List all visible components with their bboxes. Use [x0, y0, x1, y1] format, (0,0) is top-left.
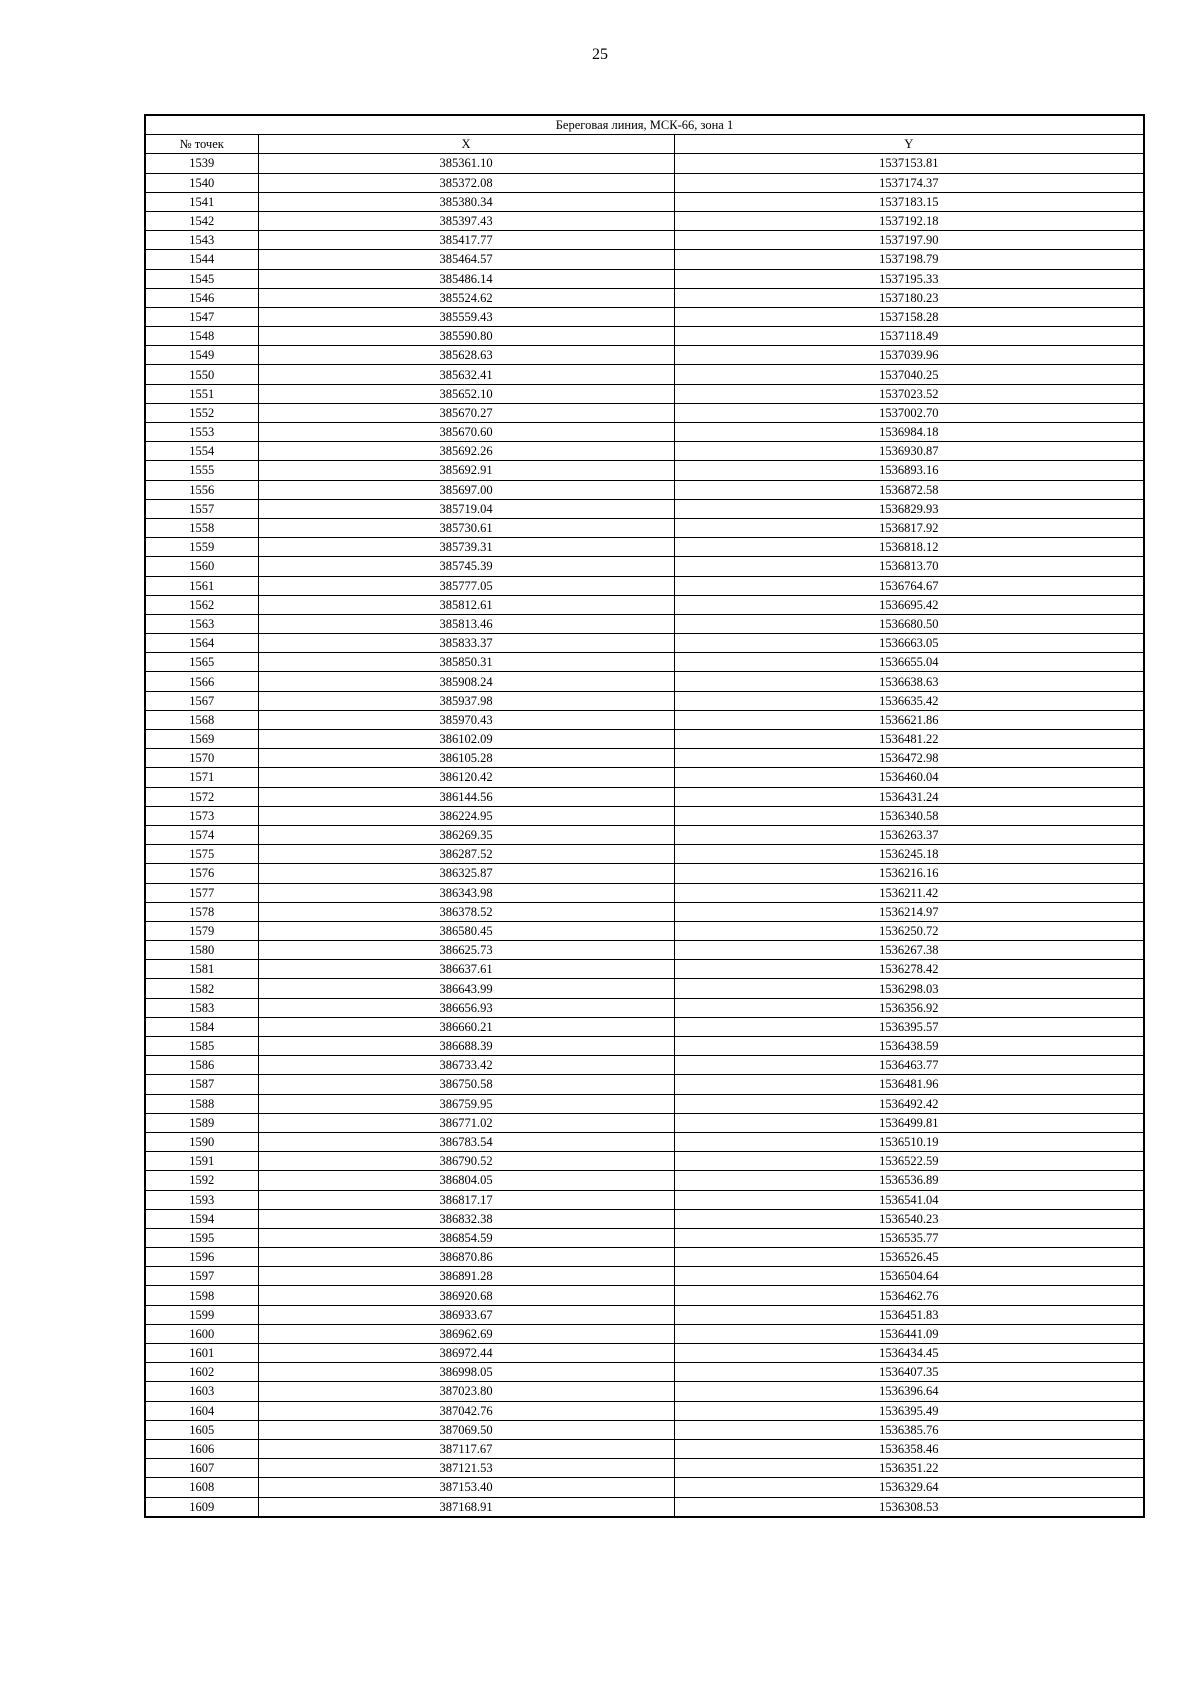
y-coordinate-cell: 1536407.35 — [674, 1363, 1144, 1382]
y-coordinate-cell: 1536438.59 — [674, 1037, 1144, 1056]
table-row — [145, 557, 1144, 576]
table-row — [145, 365, 1144, 384]
point-number-cell: 1603 — [145, 1382, 258, 1401]
x-coordinate-cell: 386854.59 — [258, 1228, 674, 1247]
x-coordinate-cell: 386920.68 — [258, 1286, 674, 1305]
x-coordinate-cell: 385850.31 — [258, 653, 674, 672]
table-row — [145, 921, 1144, 940]
table-row — [145, 1094, 1144, 1113]
table-row — [145, 1267, 1144, 1286]
table-row — [145, 768, 1144, 787]
table-row — [145, 403, 1144, 422]
x-coordinate-cell: 385417.77 — [258, 231, 674, 250]
table-row — [145, 749, 1144, 768]
point-number-cell: 1584 — [145, 1017, 258, 1036]
point-number-cell: 1575 — [145, 845, 258, 864]
y-coordinate-cell: 1536621.86 — [674, 710, 1144, 729]
table-row — [145, 1017, 1144, 1036]
table-title-row — [145, 115, 1144, 135]
y-coordinate-cell: 1536472.98 — [674, 749, 1144, 768]
x-coordinate-cell: 386804.05 — [258, 1171, 674, 1190]
x-coordinate-cell: 386790.52 — [258, 1152, 674, 1171]
table-row — [145, 960, 1144, 979]
point-number-cell: 1556 — [145, 480, 258, 499]
table-row — [145, 595, 1144, 614]
x-coordinate-cell: 386105.28 — [258, 749, 674, 768]
point-number-cell: 1598 — [145, 1286, 258, 1305]
point-number-cell: 1606 — [145, 1439, 258, 1458]
x-coordinate-cell: 386102.09 — [258, 730, 674, 749]
x-coordinate-cell: 385361.10 — [258, 154, 674, 173]
point-number-cell: 1566 — [145, 672, 258, 691]
y-coordinate-cell: 1537040.25 — [674, 365, 1144, 384]
x-coordinate-cell: 386870.86 — [258, 1248, 674, 1267]
y-coordinate-cell: 1536245.18 — [674, 845, 1144, 864]
y-coordinate-cell: 1536396.64 — [674, 1382, 1144, 1401]
x-coordinate-cell: 385524.62 — [258, 288, 674, 307]
point-number-cell: 1567 — [145, 691, 258, 710]
column-header-num: № точек — [145, 135, 258, 154]
x-coordinate-cell: 385670.27 — [258, 403, 674, 422]
y-coordinate-cell: 1536492.42 — [674, 1094, 1144, 1113]
point-number-cell: 1570 — [145, 749, 258, 768]
table-row — [145, 998, 1144, 1017]
table-row — [145, 1037, 1144, 1056]
point-number-cell: 1601 — [145, 1344, 258, 1363]
table-row — [145, 480, 1144, 499]
y-coordinate-cell: 1537180.23 — [674, 288, 1144, 307]
table-row — [145, 1286, 1144, 1305]
y-coordinate-cell: 1537153.81 — [674, 154, 1144, 173]
point-number-cell: 1569 — [145, 730, 258, 749]
point-number-cell: 1590 — [145, 1132, 258, 1151]
table-row — [145, 787, 1144, 806]
x-coordinate-cell: 387023.80 — [258, 1382, 674, 1401]
y-coordinate-cell: 1536395.57 — [674, 1017, 1144, 1036]
point-number-cell: 1602 — [145, 1363, 258, 1382]
y-coordinate-cell: 1536431.24 — [674, 787, 1144, 806]
x-coordinate-cell: 386120.42 — [258, 768, 674, 787]
table-row — [145, 941, 1144, 960]
x-coordinate-cell: 386660.21 — [258, 1017, 674, 1036]
x-coordinate-cell: 386832.38 — [258, 1209, 674, 1228]
table-row — [145, 1363, 1144, 1382]
table-row — [145, 1075, 1144, 1094]
x-coordinate-cell: 386580.45 — [258, 921, 674, 940]
y-coordinate-cell: 1537197.90 — [674, 231, 1144, 250]
x-coordinate-cell: 386962.69 — [258, 1324, 674, 1343]
point-number-cell: 1582 — [145, 979, 258, 998]
point-number-cell: 1563 — [145, 614, 258, 633]
point-number-cell: 1583 — [145, 998, 258, 1017]
x-coordinate-cell: 385670.60 — [258, 423, 674, 442]
table-row — [145, 384, 1144, 403]
y-coordinate-cell: 1536930.87 — [674, 442, 1144, 461]
x-coordinate-cell: 387069.50 — [258, 1420, 674, 1439]
y-coordinate-cell: 1536872.58 — [674, 480, 1144, 499]
y-coordinate-cell: 1536385.76 — [674, 1420, 1144, 1439]
point-number-cell: 1571 — [145, 768, 258, 787]
table-row — [145, 1324, 1144, 1343]
y-coordinate-cell: 1536214.97 — [674, 902, 1144, 921]
point-number-cell: 1543 — [145, 231, 258, 250]
x-coordinate-cell: 385937.98 — [258, 691, 674, 710]
x-coordinate-cell: 386637.61 — [258, 960, 674, 979]
table-row — [145, 883, 1144, 902]
table-row — [145, 1305, 1144, 1324]
x-coordinate-cell: 385397.43 — [258, 211, 674, 230]
y-coordinate-cell: 1536481.22 — [674, 730, 1144, 749]
y-coordinate-cell: 1537174.37 — [674, 173, 1144, 192]
table-row — [145, 1152, 1144, 1171]
table-row — [145, 192, 1144, 211]
x-coordinate-cell: 386325.87 — [258, 864, 674, 883]
point-number-cell: 1576 — [145, 864, 258, 883]
y-coordinate-cell: 1536278.42 — [674, 960, 1144, 979]
y-coordinate-cell: 1536695.42 — [674, 595, 1144, 614]
y-coordinate-cell: 1536358.46 — [674, 1439, 1144, 1458]
table-row — [145, 461, 1144, 480]
table-row — [145, 1497, 1144, 1517]
y-coordinate-cell: 1536298.03 — [674, 979, 1144, 998]
x-coordinate-cell: 385692.91 — [258, 461, 674, 480]
table-row — [145, 902, 1144, 921]
y-coordinate-cell: 1536663.05 — [674, 634, 1144, 653]
table-header-row — [145, 135, 1144, 154]
y-coordinate-cell: 1536526.45 — [674, 1248, 1144, 1267]
point-number-cell: 1596 — [145, 1248, 258, 1267]
y-coordinate-cell: 1536522.59 — [674, 1152, 1144, 1171]
x-coordinate-cell: 387153.40 — [258, 1478, 674, 1497]
table-row — [145, 327, 1144, 346]
y-coordinate-cell: 1536984.18 — [674, 423, 1144, 442]
y-coordinate-cell: 1536535.77 — [674, 1228, 1144, 1247]
table-row — [145, 1344, 1144, 1363]
x-coordinate-cell: 385739.31 — [258, 538, 674, 557]
point-number-cell: 1593 — [145, 1190, 258, 1209]
y-coordinate-cell: 1536462.76 — [674, 1286, 1144, 1305]
y-coordinate-cell: 1536680.50 — [674, 614, 1144, 633]
point-number-cell: 1600 — [145, 1324, 258, 1343]
point-number-cell: 1578 — [145, 902, 258, 921]
x-coordinate-cell: 385745.39 — [258, 557, 674, 576]
y-coordinate-cell: 1537183.15 — [674, 192, 1144, 211]
x-coordinate-cell: 386733.42 — [258, 1056, 674, 1075]
table-row — [145, 864, 1144, 883]
point-number-cell: 1550 — [145, 365, 258, 384]
y-coordinate-cell: 1536817.92 — [674, 518, 1144, 537]
x-coordinate-cell: 387042.76 — [258, 1401, 674, 1420]
table-row — [145, 1056, 1144, 1075]
x-coordinate-cell: 385970.43 — [258, 710, 674, 729]
point-number-cell: 1597 — [145, 1267, 258, 1286]
table-row — [145, 1190, 1144, 1209]
y-coordinate-cell: 1537192.18 — [674, 211, 1144, 230]
point-number-cell: 1607 — [145, 1459, 258, 1478]
table-row — [145, 614, 1144, 633]
table-row — [145, 442, 1144, 461]
point-number-cell: 1562 — [145, 595, 258, 614]
table-row — [145, 1478, 1144, 1497]
x-coordinate-cell: 386750.58 — [258, 1075, 674, 1094]
y-coordinate-cell: 1536460.04 — [674, 768, 1144, 787]
table-row — [145, 653, 1144, 672]
point-number-cell: 1592 — [145, 1171, 258, 1190]
point-number-cell: 1581 — [145, 960, 258, 979]
table-row — [145, 806, 1144, 825]
table-row — [145, 423, 1144, 442]
table-row — [145, 576, 1144, 595]
table-row — [145, 825, 1144, 844]
y-coordinate-cell: 1536395.49 — [674, 1401, 1144, 1420]
table-row — [145, 710, 1144, 729]
table-row — [145, 518, 1144, 537]
point-number-cell: 1585 — [145, 1037, 258, 1056]
table-row — [145, 1439, 1144, 1458]
x-coordinate-cell: 387168.91 — [258, 1497, 674, 1517]
point-number-cell: 1545 — [145, 269, 258, 288]
y-coordinate-cell: 1537039.96 — [674, 346, 1144, 365]
table-row — [145, 173, 1144, 192]
y-coordinate-cell: 1536434.45 — [674, 1344, 1144, 1363]
x-coordinate-cell: 386771.02 — [258, 1113, 674, 1132]
x-coordinate-cell: 386625.73 — [258, 941, 674, 960]
table-row — [145, 1248, 1144, 1267]
point-number-cell: 1573 — [145, 806, 258, 825]
point-number-cell: 1561 — [145, 576, 258, 595]
table-row — [145, 538, 1144, 557]
point-number-cell: 1586 — [145, 1056, 258, 1075]
x-coordinate-cell: 386933.67 — [258, 1305, 674, 1324]
x-coordinate-cell: 385813.46 — [258, 614, 674, 633]
x-coordinate-cell: 386343.98 — [258, 883, 674, 902]
table-body — [145, 154, 1144, 1517]
y-coordinate-cell: 1536638.63 — [674, 672, 1144, 691]
x-coordinate-cell: 386269.35 — [258, 825, 674, 844]
point-number-cell: 1577 — [145, 883, 258, 902]
y-coordinate-cell: 1536536.89 — [674, 1171, 1144, 1190]
x-coordinate-cell: 386891.28 — [258, 1267, 674, 1286]
x-coordinate-cell: 385380.34 — [258, 192, 674, 211]
x-coordinate-cell: 386688.39 — [258, 1037, 674, 1056]
x-coordinate-cell: 386998.05 — [258, 1363, 674, 1382]
y-coordinate-cell: 1536250.72 — [674, 921, 1144, 940]
y-coordinate-cell: 1536813.70 — [674, 557, 1144, 576]
x-coordinate-cell: 385908.24 — [258, 672, 674, 691]
coordinates-table — [144, 114, 1145, 1518]
y-coordinate-cell: 1536441.09 — [674, 1324, 1144, 1343]
table-row — [145, 346, 1144, 365]
point-number-cell: 1553 — [145, 423, 258, 442]
x-coordinate-cell: 385777.05 — [258, 576, 674, 595]
y-coordinate-cell: 1537195.33 — [674, 269, 1144, 288]
y-coordinate-cell: 1536481.96 — [674, 1075, 1144, 1094]
point-number-cell: 1568 — [145, 710, 258, 729]
point-number-cell: 1539 — [145, 154, 258, 173]
x-coordinate-cell: 386656.93 — [258, 998, 674, 1017]
y-coordinate-cell: 1536655.04 — [674, 653, 1144, 672]
point-number-cell: 1605 — [145, 1420, 258, 1439]
x-coordinate-cell: 386643.99 — [258, 979, 674, 998]
x-coordinate-cell: 387117.67 — [258, 1439, 674, 1458]
point-number-cell: 1552 — [145, 403, 258, 422]
y-coordinate-cell: 1536504.64 — [674, 1267, 1144, 1286]
y-coordinate-cell: 1536356.92 — [674, 998, 1144, 1017]
table-row — [145, 269, 1144, 288]
page-number: 25 — [592, 46, 608, 63]
x-coordinate-cell: 385590.80 — [258, 327, 674, 346]
y-coordinate-cell: 1536635.42 — [674, 691, 1144, 710]
point-number-cell: 1572 — [145, 787, 258, 806]
x-coordinate-cell: 385812.61 — [258, 595, 674, 614]
x-coordinate-cell: 386144.56 — [258, 787, 674, 806]
table-title: Береговая линия, МСК-66, зона 1 — [145, 115, 1144, 135]
table-row — [145, 211, 1144, 230]
point-number-cell: 1594 — [145, 1209, 258, 1228]
y-coordinate-cell: 1537198.79 — [674, 250, 1144, 269]
y-coordinate-cell: 1537023.52 — [674, 384, 1144, 403]
point-number-cell: 1546 — [145, 288, 258, 307]
x-coordinate-cell: 385692.26 — [258, 442, 674, 461]
x-coordinate-cell: 385833.37 — [258, 634, 674, 653]
table-row — [145, 499, 1144, 518]
x-coordinate-cell: 386759.95 — [258, 1094, 674, 1113]
x-coordinate-cell: 385632.41 — [258, 365, 674, 384]
x-coordinate-cell: 385559.43 — [258, 307, 674, 326]
column-header-y: Y — [674, 135, 1144, 154]
point-number-cell: 1599 — [145, 1305, 258, 1324]
y-coordinate-cell: 1536351.22 — [674, 1459, 1144, 1478]
point-number-cell: 1609 — [145, 1497, 258, 1517]
y-coordinate-cell: 1537118.49 — [674, 327, 1144, 346]
x-coordinate-cell: 385652.10 — [258, 384, 674, 403]
x-coordinate-cell: 385372.08 — [258, 173, 674, 192]
x-coordinate-cell: 386224.95 — [258, 806, 674, 825]
point-number-cell: 1542 — [145, 211, 258, 230]
point-number-cell: 1544 — [145, 250, 258, 269]
point-number-cell: 1541 — [145, 192, 258, 211]
x-coordinate-cell: 385719.04 — [258, 499, 674, 518]
table-row — [145, 634, 1144, 653]
table-row — [145, 691, 1144, 710]
table-row — [145, 231, 1144, 250]
x-coordinate-cell: 385486.14 — [258, 269, 674, 288]
point-number-cell: 1595 — [145, 1228, 258, 1247]
point-number-cell: 1558 — [145, 518, 258, 537]
table-row — [145, 250, 1144, 269]
table-row — [145, 1171, 1144, 1190]
point-number-cell: 1579 — [145, 921, 258, 940]
table-row — [145, 154, 1144, 173]
x-coordinate-cell: 385697.00 — [258, 480, 674, 499]
point-number-cell: 1555 — [145, 461, 258, 480]
y-coordinate-cell: 1536216.16 — [674, 864, 1144, 883]
point-number-cell: 1565 — [145, 653, 258, 672]
table-row — [145, 1420, 1144, 1439]
y-coordinate-cell: 1536829.93 — [674, 499, 1144, 518]
x-coordinate-cell: 386287.52 — [258, 845, 674, 864]
x-coordinate-cell: 385730.61 — [258, 518, 674, 537]
point-number-cell: 1604 — [145, 1401, 258, 1420]
point-number-cell: 1589 — [145, 1113, 258, 1132]
x-coordinate-cell: 386972.44 — [258, 1344, 674, 1363]
table-row — [145, 1459, 1144, 1478]
y-coordinate-cell: 1536764.67 — [674, 576, 1144, 595]
table-row — [145, 730, 1144, 749]
y-coordinate-cell: 1536211.42 — [674, 883, 1144, 902]
y-coordinate-cell: 1536451.83 — [674, 1305, 1144, 1324]
y-coordinate-cell: 1536541.04 — [674, 1190, 1144, 1209]
table-row — [145, 979, 1144, 998]
table-row — [145, 1401, 1144, 1420]
x-coordinate-cell: 385464.57 — [258, 250, 674, 269]
point-number-cell: 1548 — [145, 327, 258, 346]
column-header-x: X — [258, 135, 674, 154]
point-number-cell: 1557 — [145, 499, 258, 518]
table-row — [145, 1132, 1144, 1151]
point-number-cell: 1564 — [145, 634, 258, 653]
point-number-cell: 1547 — [145, 307, 258, 326]
y-coordinate-cell: 1536818.12 — [674, 538, 1144, 557]
table-row — [145, 672, 1144, 691]
y-coordinate-cell: 1536308.53 — [674, 1497, 1144, 1517]
table-row — [145, 1382, 1144, 1401]
y-coordinate-cell: 1537158.28 — [674, 307, 1144, 326]
table-row — [145, 1113, 1144, 1132]
table-row — [145, 307, 1144, 326]
point-number-cell: 1591 — [145, 1152, 258, 1171]
point-number-cell: 1554 — [145, 442, 258, 461]
y-coordinate-cell: 1536340.58 — [674, 806, 1144, 825]
y-coordinate-cell: 1536329.64 — [674, 1478, 1144, 1497]
point-number-cell: 1608 — [145, 1478, 258, 1497]
y-coordinate-cell: 1536510.19 — [674, 1132, 1144, 1151]
table-row — [145, 288, 1144, 307]
y-coordinate-cell: 1536893.16 — [674, 461, 1144, 480]
point-number-cell: 1587 — [145, 1075, 258, 1094]
table-row — [145, 845, 1144, 864]
x-coordinate-cell: 386817.17 — [258, 1190, 674, 1209]
y-coordinate-cell: 1536263.37 — [674, 825, 1144, 844]
point-number-cell: 1559 — [145, 538, 258, 557]
y-coordinate-cell: 1536267.38 — [674, 941, 1144, 960]
x-coordinate-cell: 386378.52 — [258, 902, 674, 921]
point-number-cell: 1580 — [145, 941, 258, 960]
point-number-cell: 1560 — [145, 557, 258, 576]
table-row — [145, 1209, 1144, 1228]
x-coordinate-cell: 385628.63 — [258, 346, 674, 365]
y-coordinate-cell: 1536540.23 — [674, 1209, 1144, 1228]
point-number-cell: 1549 — [145, 346, 258, 365]
table-row — [145, 1228, 1144, 1247]
y-coordinate-cell: 1536463.77 — [674, 1056, 1144, 1075]
x-coordinate-cell: 387121.53 — [258, 1459, 674, 1478]
point-number-cell: 1540 — [145, 173, 258, 192]
point-number-cell: 1551 — [145, 384, 258, 403]
point-number-cell: 1588 — [145, 1094, 258, 1113]
x-coordinate-cell: 386783.54 — [258, 1132, 674, 1151]
y-coordinate-cell: 1536499.81 — [674, 1113, 1144, 1132]
point-number-cell: 1574 — [145, 825, 258, 844]
y-coordinate-cell: 1537002.70 — [674, 403, 1144, 422]
